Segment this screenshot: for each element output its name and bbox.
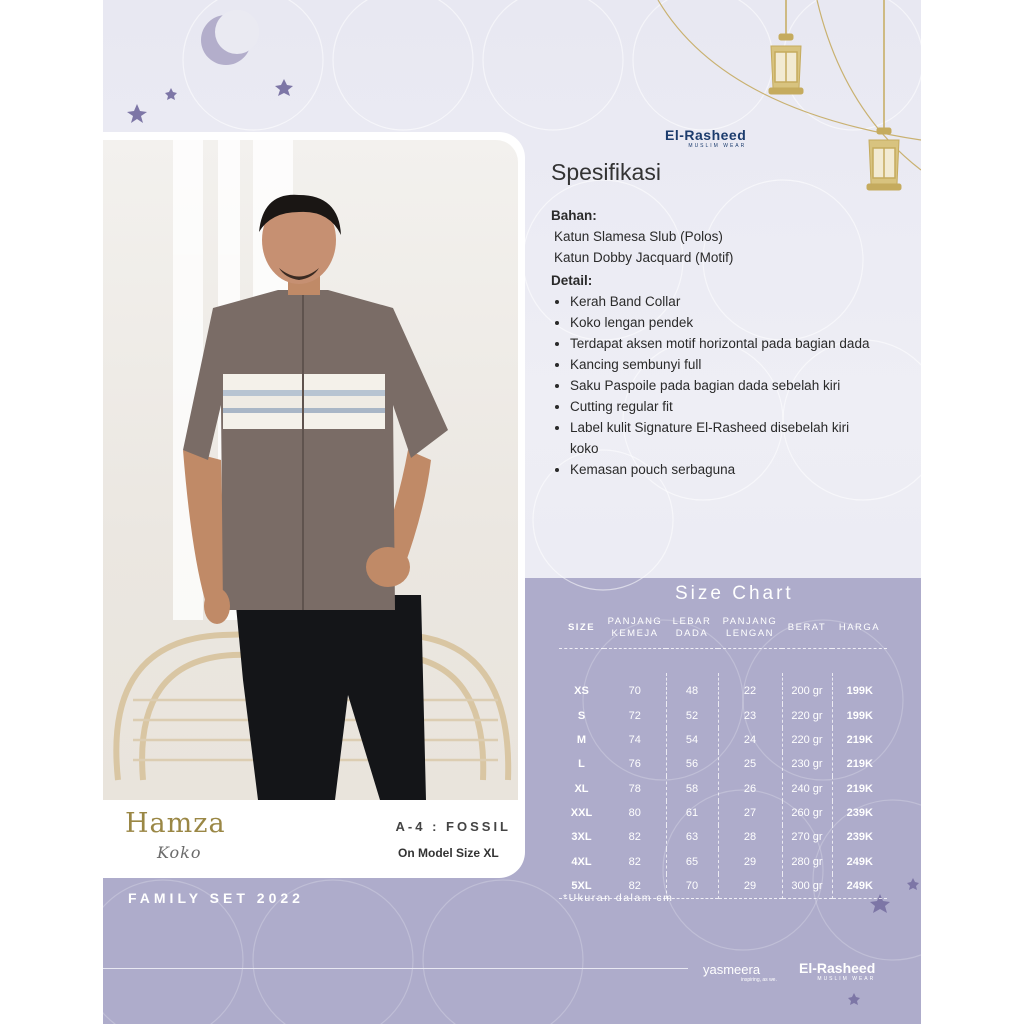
table-row xyxy=(559,801,887,825)
material-item: Katun Slamesa Slub (Polos) xyxy=(554,229,723,244)
table-cell: 249K xyxy=(832,874,887,899)
product-name: Hamza xyxy=(125,808,226,839)
table-cell: 200 gr xyxy=(782,673,832,703)
product-subtitle: Koko xyxy=(157,843,202,862)
detail-item: • Terdapat aksen motif horizontal pada bagian dada xyxy=(570,333,881,354)
table-cell: 22 xyxy=(718,673,782,703)
size-note: *Ukuran dalam cm xyxy=(563,892,674,904)
table-cell: 78 xyxy=(628,782,641,795)
table-header: HARGA xyxy=(838,622,881,633)
material-label: Bahan: xyxy=(551,208,597,223)
table-cell: 58 xyxy=(666,776,718,800)
spec-title: Spesifikasi xyxy=(551,159,661,185)
partner-tagline: inspiring, as we. xyxy=(741,977,777,983)
table-cell: 220 gr xyxy=(782,704,832,728)
table-cell: 82 xyxy=(628,879,641,892)
table-header: PANJANG KEMEJA xyxy=(607,616,663,639)
table-cell: 74 xyxy=(628,734,641,747)
partner-logo xyxy=(703,962,777,983)
table-cell: 3XL xyxy=(571,831,592,844)
table-cell: 239K xyxy=(832,825,887,849)
table-cell: 230 gr xyxy=(782,752,832,776)
table-cell: 26 xyxy=(718,776,782,800)
table-row xyxy=(559,776,887,800)
footer-divider xyxy=(103,968,688,969)
table-cell: 29 xyxy=(718,849,782,873)
footer-brand-logo xyxy=(799,960,875,982)
spec-body xyxy=(551,203,881,480)
table-cell: 219K xyxy=(832,752,887,776)
detail-item: • Kancing sembunyi full xyxy=(570,354,881,375)
table-header: BERAT xyxy=(787,622,827,633)
table-cell: S xyxy=(577,709,586,722)
product-photo xyxy=(103,140,518,800)
partner-name: yasmeera xyxy=(703,962,761,977)
table-cell: 240 gr xyxy=(782,776,832,800)
table-cell: XXL xyxy=(570,806,593,819)
detail-label: Detail: xyxy=(551,273,593,288)
table-cell: XS xyxy=(574,685,589,698)
product-code: A-4 : FOSSIL xyxy=(395,819,511,834)
table-cell: 28 xyxy=(718,825,782,849)
table-cell: L xyxy=(578,758,585,771)
model-size: On Model Size XL xyxy=(398,846,499,860)
table-cell: 219K xyxy=(832,776,887,800)
table-cell: 56 xyxy=(666,752,718,776)
table-cell: 300 gr xyxy=(782,874,832,899)
table-cell: 239K xyxy=(832,801,887,825)
brand-tagline: MUSLIM WEAR xyxy=(688,143,747,149)
brand-logo xyxy=(665,127,746,149)
table-cell: 65 xyxy=(666,849,718,873)
table-cell: 23 xyxy=(718,704,782,728)
detail-item: • Saku Paspoile pada bagian dada sebelah kiri xyxy=(570,375,881,396)
table-cell: 70 xyxy=(628,685,641,698)
detail-item: • Kerah Band Collar xyxy=(570,291,881,312)
table-cell: 280 gr xyxy=(782,849,832,873)
detail-item: • Kemasan pouch serbaguna xyxy=(570,459,881,480)
table-header: SIZE xyxy=(567,622,596,633)
table-cell: 24 xyxy=(718,728,782,752)
table-cell: 61 xyxy=(666,801,718,825)
table-cell: 260 gr xyxy=(782,801,832,825)
table-row xyxy=(559,825,887,849)
table-cell: 25 xyxy=(718,752,782,776)
material-item: Katun Dobby Jacquard (Motif) xyxy=(554,250,734,265)
table-row xyxy=(559,673,887,703)
lantern-icon xyxy=(769,0,901,190)
table-row xyxy=(559,728,887,752)
table-cell: 76 xyxy=(628,758,641,771)
table-cell: 5XL xyxy=(571,879,592,892)
crescent-moon-icon xyxy=(201,10,259,65)
table-cell: 29 xyxy=(718,874,782,899)
detail-item: • Label kulit Signature El-Rasheed disebelah kiri koko xyxy=(570,417,881,459)
table-cell: 54 xyxy=(666,728,718,752)
table-cell: 82 xyxy=(628,855,641,868)
collection-label: FAMILY SET 2022 xyxy=(128,890,304,906)
table-row xyxy=(559,849,887,873)
table-cell: 70 xyxy=(666,874,718,899)
table-cell: 27 xyxy=(718,801,782,825)
table-cell: 199K xyxy=(832,673,887,703)
table-cell: 52 xyxy=(666,704,718,728)
table-cell: 48 xyxy=(666,673,718,703)
table-row xyxy=(559,752,887,776)
table-cell: 270 gr xyxy=(782,825,832,849)
table-cell: 4XL xyxy=(571,855,592,868)
table-header: LEBAR DADA xyxy=(672,616,712,639)
size-chart-table xyxy=(559,612,887,923)
model-photo-illustration xyxy=(103,140,518,800)
table-cell: 219K xyxy=(832,728,887,752)
table-cell: 249K xyxy=(832,849,887,873)
table-cell: M xyxy=(576,734,587,747)
footer-brand-tagline: MUSLIM WEAR xyxy=(817,976,876,982)
footer-brand-name: El-Rasheed xyxy=(799,960,876,976)
table-cell: 199K xyxy=(832,704,887,728)
table-cell: XL xyxy=(574,782,589,795)
table-cell: 82 xyxy=(628,831,641,844)
table-cell: 80 xyxy=(628,806,641,819)
table-row xyxy=(559,704,887,728)
detail-list xyxy=(551,291,881,480)
detail-item: • Cutting regular fit xyxy=(570,396,881,417)
table-cell: 220 gr xyxy=(782,728,832,752)
brand-name: El-Rasheed xyxy=(665,127,747,143)
detail-item: • Koko lengan pendek xyxy=(570,312,881,333)
catalog-page xyxy=(103,0,921,1024)
table-cell: 72 xyxy=(628,709,641,722)
size-chart-title: Size Chart xyxy=(675,583,794,604)
table-header: PANJANG LENGAN xyxy=(722,616,778,639)
table-cell: 63 xyxy=(666,825,718,849)
